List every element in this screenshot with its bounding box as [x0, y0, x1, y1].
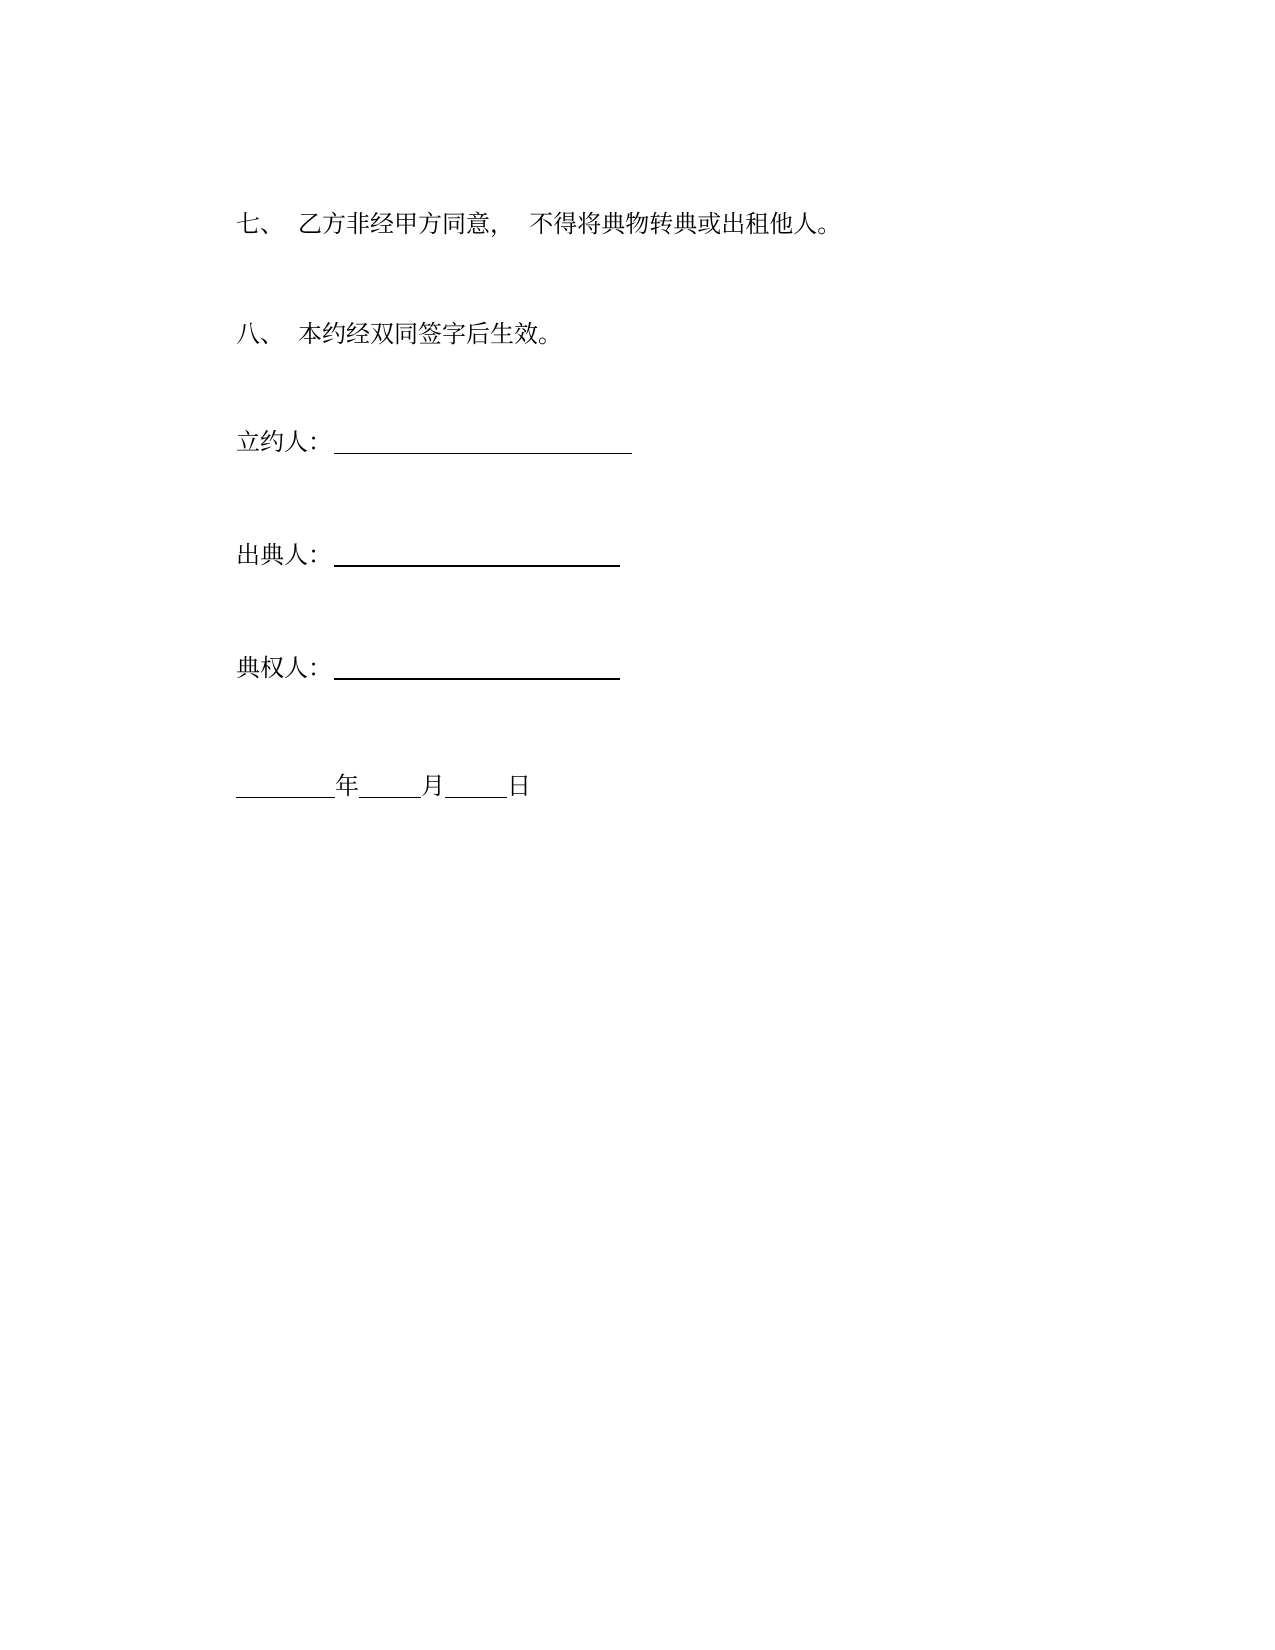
month-blank[interactable]	[359, 771, 421, 798]
clause-number: 八、	[236, 320, 284, 348]
clause-seven	[236, 208, 841, 240]
clause-text: 本约经双同签字后生效。	[298, 320, 562, 348]
signature-pledgor	[236, 539, 620, 571]
signature-line[interactable]	[334, 652, 620, 680]
day-label: 日	[507, 772, 531, 800]
month-label: 月	[421, 772, 445, 800]
year-blank[interactable]	[236, 771, 335, 798]
signature-line[interactable]	[334, 539, 620, 567]
year-label: 年	[335, 772, 359, 800]
signature-contractor	[236, 426, 632, 458]
signature-line[interactable]	[334, 427, 632, 454]
signature-label: 典权人：	[236, 654, 332, 682]
signature-label: 出典人：	[236, 541, 332, 569]
clause-eight	[236, 318, 562, 350]
signature-pledgee	[236, 652, 620, 684]
day-blank[interactable]	[445, 771, 507, 798]
signature-label: 立约人：	[236, 428, 332, 456]
clause-text: 乙方非经甲方同意， 不得将典物转典或出租他人。	[298, 210, 842, 238]
date-line	[236, 770, 531, 802]
clause-number: 七、	[236, 210, 284, 238]
